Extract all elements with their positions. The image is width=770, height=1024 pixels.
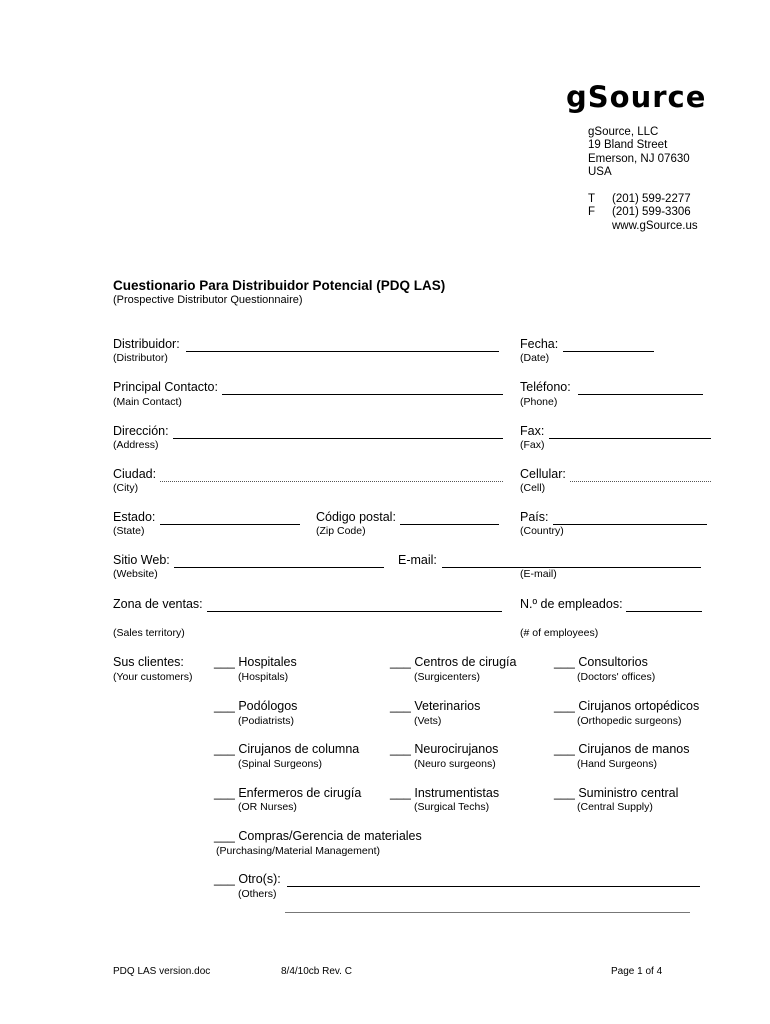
address-line: USA (588, 166, 612, 179)
manos-option[interactable] (554, 742, 690, 756)
compras-option[interactable] (214, 829, 422, 843)
contact-values (612, 193, 698, 233)
sitio-web-sublabel: (Website) (113, 568, 158, 580)
fax-sublabel: (Fax) (520, 439, 545, 451)
cellular-input-line[interactable] (570, 481, 711, 482)
website-link[interactable]: www.gSource.us (612, 219, 698, 232)
otros-extra-line[interactable] (285, 912, 690, 913)
podologos-sublabel: (Podiatrists) (238, 715, 295, 727)
neuro-blank[interactable]: ___ (390, 742, 411, 756)
consultorios-option[interactable] (554, 655, 648, 669)
centros-option[interactable] (390, 655, 516, 669)
sitio-web-input-line[interactable] (174, 567, 384, 568)
pais-input-line[interactable] (553, 524, 707, 525)
otros-blank[interactable]: ___ (214, 872, 235, 886)
instrumentistas-sublabel: (Surgical Techs) (414, 801, 490, 813)
veterinarios-option[interactable] (390, 699, 480, 713)
hospitales-sublabel: (Hospitals) (238, 671, 289, 683)
footer-page-number: Page 1 of 4 (611, 966, 663, 977)
podologos-blank[interactable]: ___ (214, 699, 235, 713)
page-title: Cuestionario Para Distribuidor Potencial (PDQ LAS) (113, 278, 446, 293)
clientes-sublabel: (Your customers) (113, 671, 193, 683)
zona-ventas-sublabel: (Sales territory) (113, 627, 185, 639)
centros-blank[interactable]: ___ (390, 655, 411, 669)
fecha-sublabel: (Date) (520, 352, 550, 364)
hospitales-label: Hospitales (238, 655, 297, 669)
compras-sublabel: (Purchasing/Material Management) (216, 845, 380, 857)
ortopedicos-sublabel: (Orthopedic surgeons) (577, 715, 682, 727)
direccion-label: Dirección: (113, 424, 169, 438)
fecha-input-line[interactable] (563, 351, 654, 352)
estado-sublabel: (State) (113, 525, 145, 537)
ciudad-label: Ciudad: (113, 467, 157, 481)
codigo-postal-input-line[interactable] (400, 524, 499, 525)
columna-label: Cirujanos de columna (238, 742, 360, 756)
otros-input-line[interactable] (287, 886, 700, 887)
podologos-option[interactable] (214, 699, 297, 713)
ortopedicos-blank[interactable]: ___ (554, 699, 575, 713)
direccion-sublabel: (Address) (113, 439, 159, 451)
company-address (588, 126, 690, 180)
cellular-label: Cellular: (520, 467, 566, 481)
instrumentistas-label: Instrumentistas (414, 786, 500, 800)
fax-label: F (588, 206, 596, 219)
manos-label: Cirujanos de manos (578, 742, 690, 756)
neuro-sublabel: (Neuro surgeons) (414, 758, 496, 770)
fax-label: Fax: (520, 424, 545, 438)
veterinarios-label: Veterinarios (414, 699, 481, 713)
columna-blank[interactable]: ___ (214, 742, 235, 756)
zona-ventas-input-line[interactable] (207, 611, 502, 612)
suministro-label: Suministro central (578, 786, 679, 800)
telefono-input-line[interactable] (578, 394, 703, 395)
codigo-postal-label: Código postal: (316, 510, 396, 524)
enfermeros-blank[interactable]: ___ (214, 786, 235, 800)
address-line: gSource, LLC (588, 126, 659, 138)
phone-label: T (588, 193, 596, 205)
consultorios-blank[interactable]: ___ (554, 655, 575, 669)
empleados-label: N.º de empleados: (520, 597, 623, 611)
distribuidor-input-line[interactable] (186, 351, 499, 352)
contact-labels (588, 193, 595, 220)
principal-contacto-input-line[interactable] (222, 394, 503, 395)
pais-label: País: (520, 510, 549, 524)
consultorios-sublabel: (Doctors' offices) (577, 671, 656, 683)
estado-label: Estado: (113, 510, 156, 524)
podologos-label: Podólogos (238, 699, 298, 713)
manos-sublabel: (Hand Surgeons) (577, 758, 657, 770)
suministro-sublabel: (Central Supply) (577, 801, 653, 813)
empleados-sublabel: (# of employees) (520, 627, 599, 639)
columna-option[interactable] (214, 742, 359, 756)
sitio-web-label: Sitio Web: (113, 553, 170, 567)
instrumentistas-option[interactable] (390, 786, 499, 800)
centros-sublabel: (Surgicenters) (414, 671, 480, 683)
page-subtitle: (Prospective Distributor Questionnaire) (113, 294, 303, 306)
neuro-option[interactable] (390, 742, 498, 756)
compras-blank[interactable]: ___ (214, 829, 235, 843)
fecha-label: Fecha: (520, 337, 559, 351)
fax-input-line[interactable] (549, 438, 711, 439)
fax-number: (201) 599-3306 (612, 206, 691, 219)
ciudad-sublabel: (City) (113, 482, 139, 494)
compras-label: Compras/Gerencia de materiales (238, 829, 422, 843)
manos-blank[interactable]: ___ (554, 742, 575, 756)
hospitales-blank[interactable]: ___ (214, 655, 235, 669)
otros-option[interactable] (214, 872, 281, 886)
direccion-input-line[interactable] (173, 438, 503, 439)
ortopedicos-option[interactable] (554, 699, 699, 713)
veterinarios-sublabel: (Vets) (414, 715, 442, 727)
cellular-sublabel: (Cell) (520, 482, 546, 494)
email-label: E-mail: (398, 553, 437, 567)
distribuidor-label: Distribuidor: (113, 337, 180, 351)
suministro-blank[interactable]: ___ (554, 786, 575, 800)
email-input-line[interactable] (442, 567, 701, 568)
suministro-option[interactable] (554, 786, 678, 800)
consultorios-label: Consultorios (578, 655, 648, 669)
ortopedicos-label: Cirujanos ortopédicos (578, 699, 700, 713)
pais-sublabel: (Country) (520, 525, 564, 537)
footer-revision: 8/4/10cb Rev. C (281, 966, 352, 977)
address-line: 19 Bland Street (588, 139, 668, 152)
instrumentistas-blank[interactable]: ___ (390, 786, 411, 800)
principal-contacto-label: Principal Contacto: (113, 380, 218, 394)
empleados-input-line[interactable] (626, 611, 702, 612)
estado-input-line[interactable] (160, 524, 300, 525)
company-logo: gSource (566, 80, 707, 114)
otros-label: Otro(s): (238, 872, 281, 886)
principal-contacto-sublabel: (Main Contact) (113, 396, 182, 408)
hospitales-option[interactable] (214, 655, 297, 669)
enfermeros-option[interactable] (214, 786, 361, 800)
telefono-sublabel: (Phone) (520, 396, 558, 408)
enfermeros-sublabel: (OR Nurses) (238, 801, 297, 813)
distribuidor-sublabel: (Distributor) (113, 352, 168, 364)
zona-ventas-label: Zona de ventas: (113, 597, 203, 611)
columna-sublabel: (Spinal Surgeons) (238, 758, 323, 770)
ciudad-input-line[interactable] (160, 481, 503, 482)
veterinarios-blank[interactable]: ___ (390, 699, 411, 713)
clientes-label: Sus clientes: (113, 655, 184, 669)
enfermeros-label: Enfermeros de cirugía (238, 786, 362, 800)
codigo-postal-sublabel: (Zip Code) (316, 525, 366, 537)
footer-doc-name: PDQ LAS version.doc (113, 966, 211, 977)
phone-number: (201) 599-2277 (612, 193, 691, 205)
email-sublabel: (E-mail) (520, 568, 557, 580)
neuro-label: Neurocirujanos (414, 742, 499, 756)
telefono-label: Teléfono: (520, 380, 571, 394)
address-line: Emerson, NJ 07630 (588, 152, 690, 165)
otros-sublabel: (Others) (238, 888, 277, 900)
centros-label: Centros de cirugía (414, 655, 517, 669)
